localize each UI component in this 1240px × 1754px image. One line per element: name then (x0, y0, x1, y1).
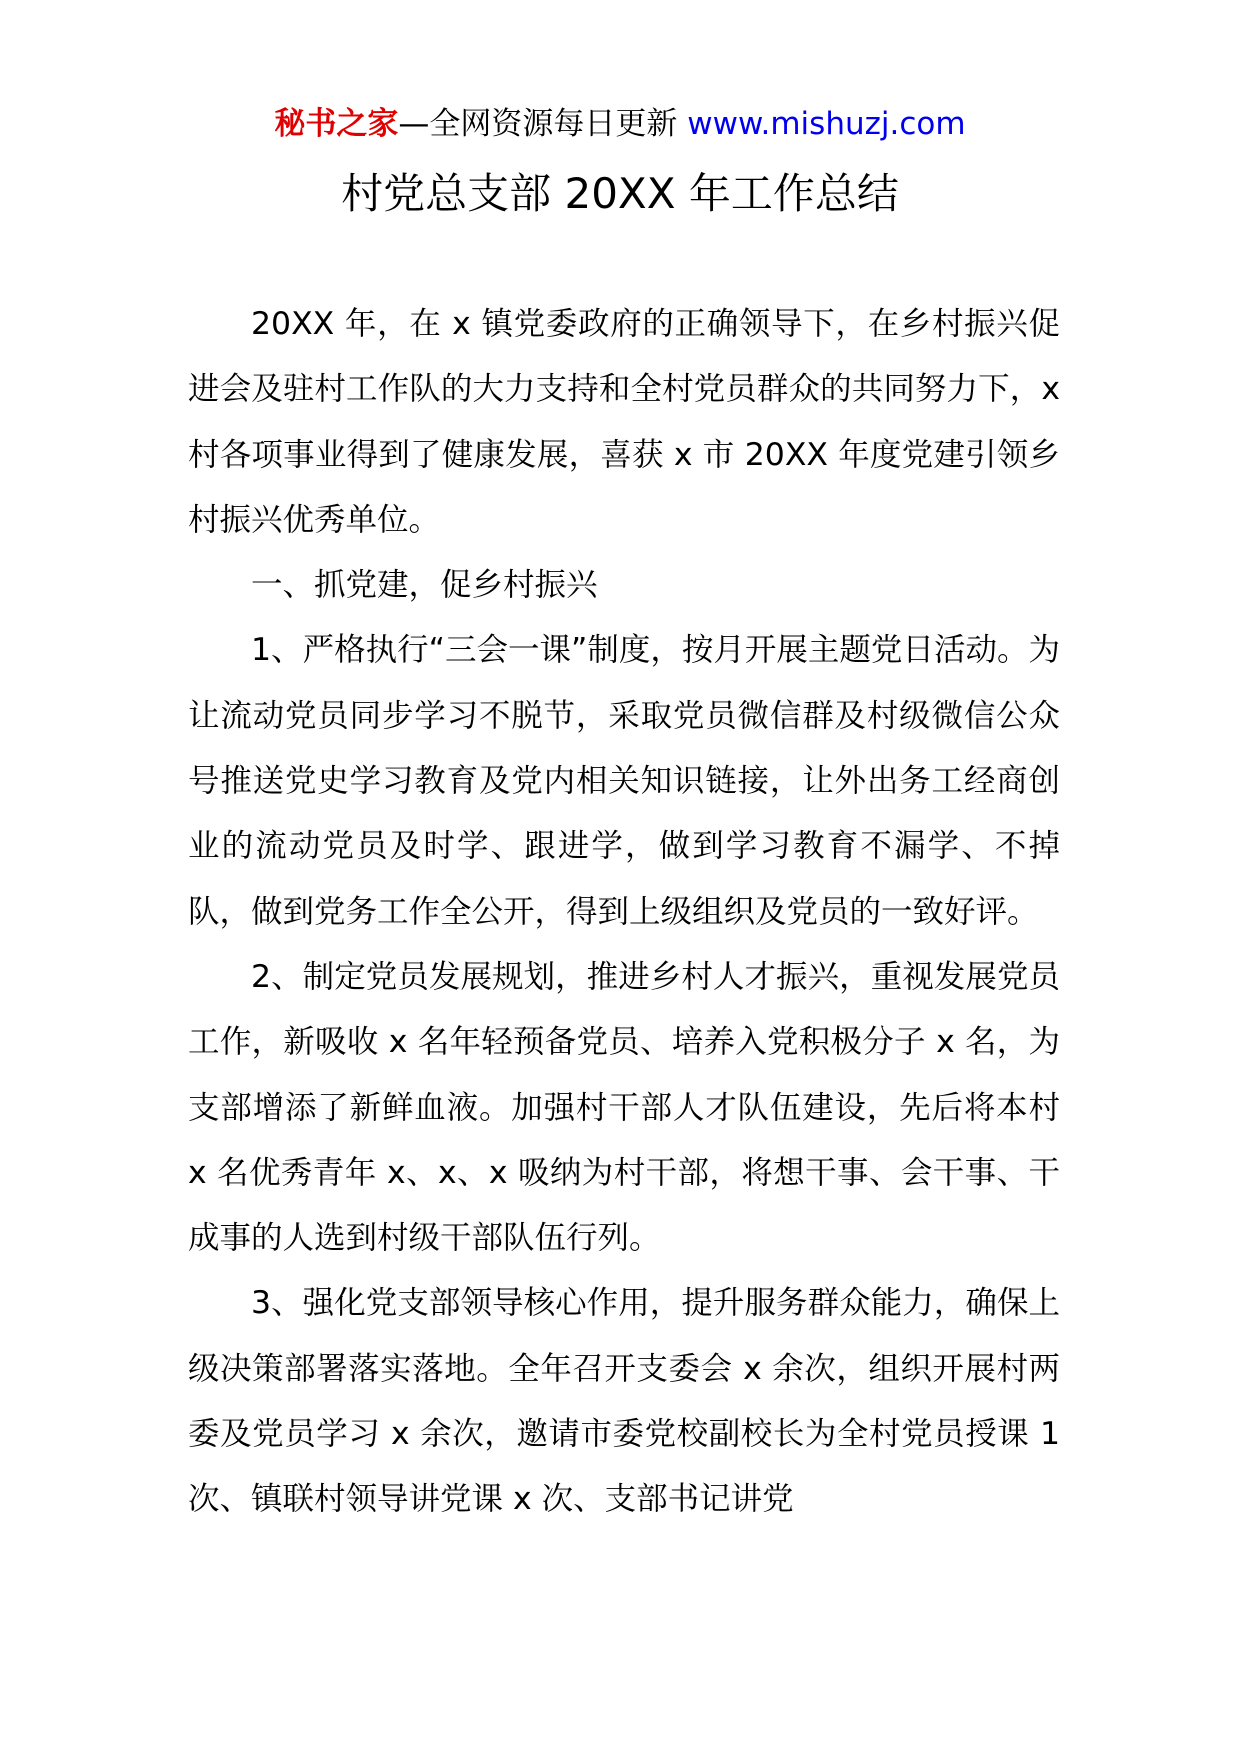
site-header (0, 104, 1240, 144)
paragraph-intro: 20XX 年，在 x 镇党委政府的正确领导下，在乡村振兴促进会及驻村工作队的大力支持和全村党员群众的共同努力下，x 村各项事业得到了健康发展，喜获 x 市 20XX 年度党建引领乡村振兴优秀单位。 (188, 306, 1060, 538)
paragraph-item-3: 3、强化党支部领导核心作用，提升服务群众能力，确保上级决策部署落实落地。全年召开支委会 x 余次，组织开展村两委及党员学习 x 余次，邀请市委党校副校长为全村党员授课 1 次、镇联村领导讲党课 x 次、支部书记讲党 (188, 1285, 1060, 1518)
section-heading-1: 一、抓党建，促乡村振兴 (251, 567, 598, 604)
document-body (188, 292, 1060, 1533)
brand-name: 秘书之家 (274, 106, 399, 142)
paragraph-item-1: 1、严格执行“三会一课”制度，按月开展主题党日活动。为让流动党员同步学习不脱节，采取党员微信群及村级微信公众号推送党史学习教育及党内相关知识链接，让外出务工经商创业的流动党员及时学、跟进学，做到学习教育不漏学、不掉队，做到党务工作全公开，得到上级组织及党员的一致好评。 (188, 632, 1060, 930)
paragraph-item-2: 2、制定党员发展规划，推进乡村人才振兴，重视发展党员工作，新吸收 x 名年轻预备党员、培养入党积极分子 x 名，为支部增添了新鲜血液。加强村干部人才队伍建设，先后将本村 x 名优秀青年 x、x、x 吸纳为村干部，将想干事、会干事、干成事的人选到村级干部队伍行列。 (188, 958, 1060, 1257)
site-url-link[interactable]: www.mishuzj.com (687, 106, 966, 142)
header-slogan: —全网资源每日更新 (398, 106, 678, 142)
document-title: 村党总支部 20XX 年工作总结 (341, 169, 899, 218)
